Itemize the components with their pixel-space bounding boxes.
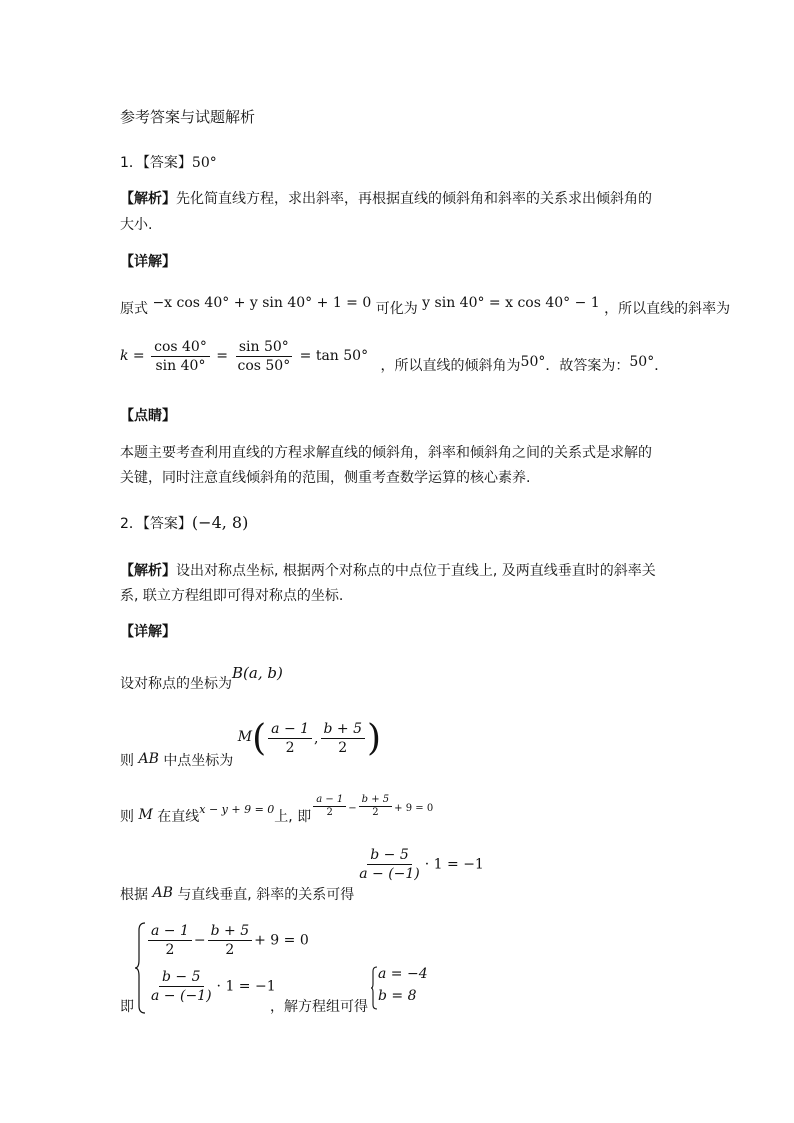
q2-line3-frac1 — [313, 794, 346, 819]
q1-mid2: ，所以直线的倾斜角为 — [380, 358, 521, 374]
q2-sys-row2 — [146, 968, 276, 1005]
q2-answer-label: 2．【答案】 — [120, 516, 192, 532]
q2-line3-text-b: 在直线 — [157, 808, 200, 825]
q2-system — [120, 918, 680, 1018]
q1-comment-label: 【点睛】 — [120, 408, 176, 424]
q2-line3-line: x − y + 9 = 0 — [199, 802, 275, 816]
q1-k-rhs: = tan 50° — [299, 348, 369, 364]
q2-sys-row2-num: b − 5 — [159, 968, 204, 987]
q1-analysis-label: 【解析】 — [120, 191, 176, 207]
q2-line3: 则 M 在直线x − y + 9 = 0上, 即 $\frac{a - 1}{2}$ − $\frac{b + 5}{2}$ $^{+ 9 = 0}$ — [120, 794, 434, 825]
q1-frac2-den: cos 50° — [237, 357, 291, 374]
q1-detail-line2: k = $\frac{\cos 40^\circ}{\sin 40^\circ}$ = $\frac{\sin 50^\circ}{\cos 50^\circ}$ = tan 50° ，所以直线的倾斜角为50°．故答案为：50°． — [120, 338, 669, 374]
q2-mid-y-num: b + 5 — [321, 720, 366, 739]
q1-detail-line1 — [120, 295, 731, 320]
q1-frac2-num: sin 50° — [236, 338, 292, 357]
page-title: 参考答案与试题解析 — [120, 108, 256, 126]
q2-line3-frac2-num: b + 5 — [359, 794, 393, 807]
q1-answer — [120, 152, 217, 174]
q1-analysis-text1: 先化简直线方程，求出斜率，再根据直线的倾斜角和斜率的关系求出倾斜角的 — [176, 191, 652, 207]
q2-sys-mid: ，解方程组可得 — [270, 999, 368, 1015]
q1-frac1-den: sin 40° — [155, 357, 206, 374]
q1-frac2 — [234, 338, 293, 375]
q1-mid1: 可化为 — [375, 301, 418, 317]
q1-detail-prefix: 原式 — [120, 301, 148, 317]
q2-line1-math: B(a, b) — [232, 664, 283, 682]
q2-slope-num: b − 5 — [367, 846, 412, 865]
q2-sys-row1: $\frac{a - 1}{2}$ − $\frac{b + 5}{2}$ + 9 = 0 — [146, 922, 309, 959]
q2-line4 — [120, 846, 484, 903]
q1-detail-label: 【详解】 — [120, 254, 176, 270]
q2-line3-frac1-num: a − 1 — [313, 794, 346, 807]
q2-sys-row1-frac1-num: a − 1 — [148, 922, 192, 941]
q2-sys-row2-tail: · 1 = −1 — [216, 978, 276, 995]
q1-end-dot: ． — [654, 358, 669, 374]
q1-analysis — [120, 188, 652, 210]
q2-line1-text: 设对称点的坐标为 — [120, 676, 232, 692]
q2-slope-den: a − (−1) — [359, 866, 420, 882]
q2-line4-text-a: 根据 — [120, 886, 148, 903]
q2-line3-tail: + 9 = 0 — [394, 802, 434, 814]
q2-analysis-cont: 系, 联立方程组即可得对称点的坐标. — [120, 588, 344, 604]
q2-sys-row1-frac2-num: b + 5 — [208, 922, 253, 941]
q2-sys-row2-frac — [148, 968, 215, 1005]
q2-sys-row1-frac1 — [148, 922, 192, 959]
q2-line2-text-a: 则 — [120, 752, 134, 769]
q2-line1 — [120, 664, 283, 695]
q2-line2-M: M — [237, 728, 253, 745]
q2-sys-prefix: 即 — [120, 999, 134, 1015]
q2-line3-frac2 — [359, 794, 393, 819]
q1-angle2: 50° — [629, 354, 655, 370]
q2-line2-text-b: 中点坐标为 — [163, 752, 234, 769]
q2-line3-text-a: 则 — [120, 808, 134, 825]
q2-mid-x-num: a − 1 — [268, 720, 312, 739]
q2-slope-tail: · 1 = −1 — [424, 856, 484, 873]
q1-k-lhs: k = — [120, 348, 145, 364]
q2-analysis — [120, 560, 656, 582]
q1-comment-text2: 关键，同时注意直线倾斜角的范围，侧重考查数学运算的核心素养. — [120, 470, 531, 486]
q2-sol-b: b = 8 — [378, 988, 417, 1004]
q1-answer-label: 1．【答案】 — [120, 155, 192, 171]
q2-sys-row1-frac2-den: 2 — [225, 942, 235, 958]
q2-sys-row2-den: a − (−1) — [151, 988, 212, 1004]
q1-eq2: y sin 40° = x cos 40° − 1 — [422, 295, 600, 311]
q1-eq1: −x cos 40° + y sin 40° + 1 = 0 — [152, 295, 372, 311]
q2-analysis-label: 【解析】 — [120, 563, 176, 579]
q2-sol-a: a = −4 — [378, 966, 428, 982]
q2-line4-text-b: 与直线垂直, 斜率的关系可得 — [177, 886, 355, 903]
q2-sys-row1-frac2 — [208, 922, 253, 959]
q2-line4-ab: AB — [152, 884, 173, 901]
q2-line3-frac2-den: 2 — [372, 807, 379, 818]
q2-line3-text-c: 上, 即 — [274, 808, 312, 825]
q2-line2-ab: AB — [138, 750, 159, 767]
q2-sys-brace — [134, 922, 146, 1014]
q2-line3-frac1-den: 2 — [326, 807, 333, 818]
q2-mid-y-frac — [321, 720, 366, 757]
q2-sys-row1-tail: + 9 = 0 — [254, 932, 309, 949]
q2-detail-label: 【详解】 — [120, 624, 176, 640]
q2-line2: 则 AB 中点坐标为 M( $\frac{a - 1}{2}$ , $\frac{b + 5}{2}$ ) — [120, 717, 382, 769]
q1-angle1: 50° — [520, 354, 546, 370]
q2-analysis-text1: 设出对称点坐标, 根据两个对称点的中点位于直线上, 及两直线垂直时的斜率关 — [176, 563, 656, 579]
q1-suffix1: ，所以直线的斜率为 — [604, 301, 731, 317]
q2-mid-x-frac — [268, 720, 312, 757]
q1-mid3: ．故答案为： — [545, 358, 630, 374]
q1-frac1-num: cos 40° — [151, 338, 210, 357]
q1-analysis-cont: 大小. — [120, 217, 153, 233]
q2-answer-value: (−4, 8) — [191, 513, 249, 532]
q1-comment-text1: 本题主要考查利用直线的方程求解直线的倾斜角，斜率和倾斜角之间的关系式是求解的 — [120, 445, 652, 461]
q1-answer-value: 50° — [191, 155, 217, 171]
q2-sys-row1-frac1-den: 2 — [165, 942, 175, 958]
q2-mid-y-den: 2 — [338, 740, 348, 756]
q1-frac1 — [151, 338, 210, 375]
q2-slope-frac — [356, 846, 423, 883]
q2-mid-x-den: 2 — [285, 740, 295, 756]
q2-line3-M: M — [138, 806, 153, 823]
q2-sol-brace — [370, 966, 378, 1010]
q2-answer — [120, 512, 248, 535]
